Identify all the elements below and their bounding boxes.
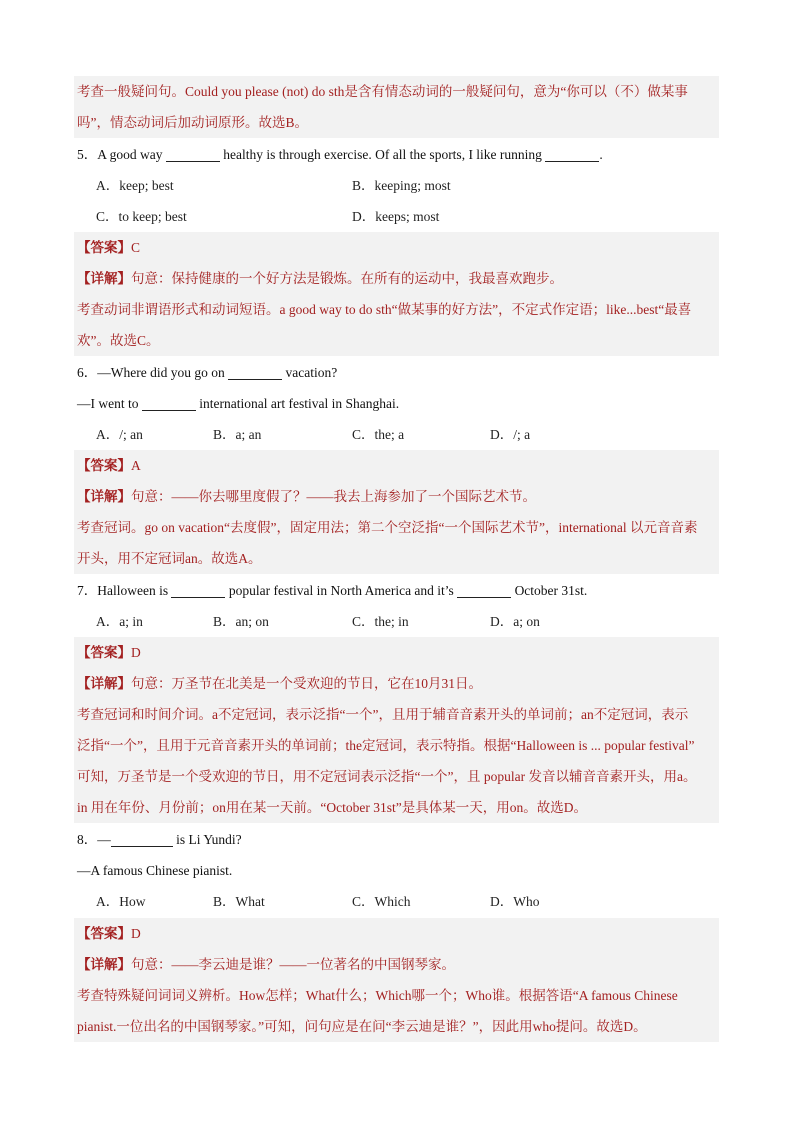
answer-line: 【答案】D	[77, 926, 141, 941]
options-row	[74, 606, 719, 637]
question-stem: —I went to international art festival in Shanghai.	[77, 396, 400, 411]
previous-explanation	[74, 76, 719, 138]
question-7	[74, 575, 719, 637]
answer-blank	[166, 147, 220, 162]
question-stem: 8．— is Li Yundi?	[77, 832, 242, 847]
option-c: C．to keep; best	[96, 209, 187, 224]
answer-line: 【答案】A	[77, 458, 141, 473]
option-c: C．Which	[352, 894, 411, 909]
answer-blank	[111, 832, 173, 847]
answer-blank	[228, 365, 282, 380]
question-5	[74, 139, 719, 232]
option-d: D．Who	[490, 894, 540, 909]
option-b: B．an; on	[213, 614, 269, 629]
answer-value: C	[131, 240, 141, 255]
option-c: C．the; in	[352, 614, 409, 629]
explanation-line: in 用在年份、月份前；on用在某一天前。“October 31st”是具体某一天，用on。故选D。	[77, 800, 587, 815]
detail-line: 【详解】句意：——李云迪是谁？——一位著名的中国钢琴家。	[77, 957, 455, 972]
options-row	[74, 201, 719, 232]
answer-blank	[171, 583, 225, 598]
answer-line: 【答案】D	[77, 645, 141, 660]
explanation-line: 考查冠词和时间介词。a不定冠词，表示泛指“一个”，且用于辅音音素开头的单词前；an不定冠词，表示	[77, 707, 689, 722]
explanation-line: 欢”。故选C。	[77, 333, 160, 348]
answer-block-5	[74, 232, 719, 356]
answer-value: D	[131, 645, 141, 660]
explanation-line: 开头，用不定冠词an。故选A。	[77, 551, 262, 566]
question-stem: —A famous Chinese pianist.	[77, 863, 233, 878]
option-a: A．How	[96, 894, 146, 909]
option-d: D．a; on	[490, 614, 540, 629]
option-c: C．the; a	[352, 427, 405, 442]
explanation-line: 泛指“一个”，且用于元音音素开头的单词前；the定冠词，表示特指。根据“Halloween is ... popular festival”	[77, 738, 695, 753]
detail-line: 【详解】句意：万圣节在北美是一个受欢迎的节日，它在10月31日。	[77, 676, 482, 691]
explanation-line: 考查冠词。go on vacation“去度假”，固定用法；第二个空泛指“一个国际艺术节”，international 以元音音素	[77, 520, 698, 535]
options-row	[74, 886, 719, 917]
options-row	[74, 170, 719, 201]
detail-line: 【详解】句意：保持健康的一个好方法是锻炼。在所有的运动中，我最喜欢跑步。	[77, 271, 563, 286]
answer-line: 【答案】C	[77, 240, 141, 255]
option-a: A．a; in	[96, 614, 143, 629]
explanation-line: pianist.一位出名的中国钢琴家。”可知，问句应是在问“李云迪是谁？”，因此用who提问。故选D。	[77, 1019, 647, 1034]
explanation-line: 吗”，情态动词后加动词原形。故选B。	[77, 115, 308, 130]
option-b: B．keeping; most	[352, 178, 451, 193]
option-a: A．/; an	[96, 427, 143, 442]
answer-block-8	[74, 918, 719, 1042]
answer-value: D	[131, 926, 141, 941]
answer-blank	[545, 147, 599, 162]
explanation-line: 考查动词非谓语形式和动词短语。a good way to do sth“做某事的好方法”，不定式作定语；like...best“最喜	[77, 302, 692, 317]
question-stem: 6．—Where did you go on vacation?	[77, 365, 338, 380]
explanation-line: 考查一般疑问句。Could you please (not) do sth是含有情态动词的一般疑问句，意为“你可以（不）做某事	[77, 84, 688, 99]
answer-blank	[457, 583, 511, 598]
option-b: B．a; an	[213, 427, 262, 442]
option-d: D．/; a	[490, 427, 531, 442]
option-b: B．What	[213, 894, 265, 909]
question-8	[74, 824, 719, 917]
option-a: A．keep; best	[96, 178, 174, 193]
question-stem: 5．A good way healthy is through exercise. Of all the sports, I like running .	[77, 147, 603, 162]
answer-value: A	[131, 458, 141, 473]
option-d: D．keeps; most	[352, 209, 440, 224]
answer-block-7	[74, 637, 719, 823]
options-row	[74, 419, 719, 450]
explanation-line: 考查特殊疑问词词义辨析。How怎样；What什么；Which哪一个；Who谁。根据答语“A famous Chinese	[77, 988, 678, 1003]
explanation-line: 可知，万圣节是一个受欢迎的节日，用不定冠词表示泛指“一个”，且 popular 发音以辅音音素开头，用a。	[77, 769, 697, 784]
question-6	[74, 357, 719, 450]
answer-block-6	[74, 450, 719, 574]
question-stem: 7．Halloween is popular festival in North America and it’s October 31st.	[77, 583, 588, 598]
detail-line: 【详解】句意：——你去哪里度假了？——我去上海参加了一个国际艺术节。	[77, 489, 536, 504]
answer-blank	[142, 396, 196, 411]
